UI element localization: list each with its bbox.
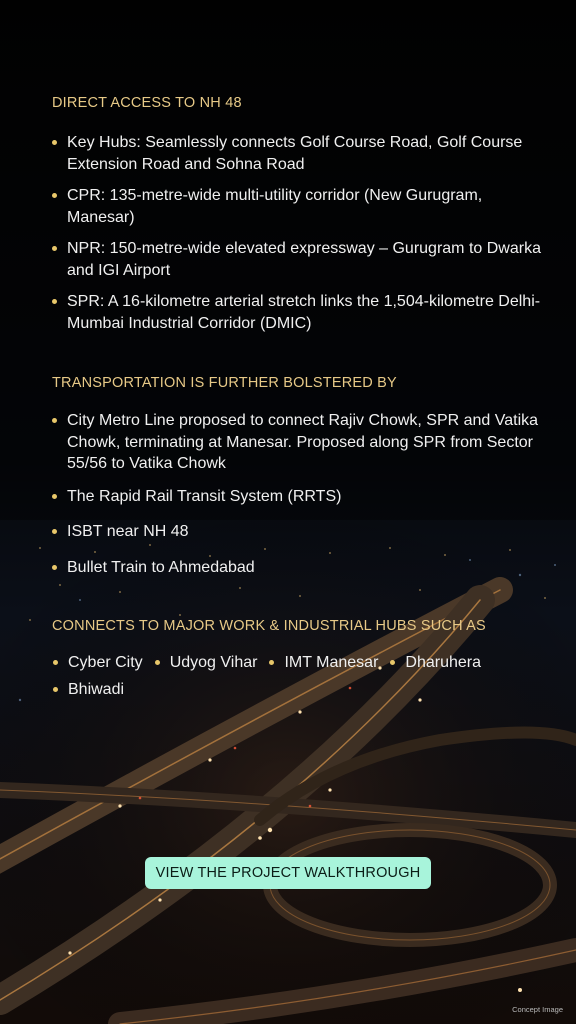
section-heading-nh48: DIRECT ACCESS TO NH 48 (52, 95, 242, 111)
hub-item-dharuhera: Dharuhera (389, 652, 481, 673)
list-item: The Rapid Rail Transit System (RRTS) (52, 486, 542, 508)
view-walkthrough-button[interactable]: VIEW THE PROJECT WALKTHROUGH (145, 857, 431, 889)
hub-item-cyber-city: Cyber City (52, 652, 143, 673)
list-item: Bullet Train to Ahmedabad (52, 557, 542, 579)
section-heading-transportation: TRANSPORTATION IS FURTHER BOLSTERED BY (52, 375, 397, 391)
nh48-access-list (52, 132, 542, 334)
hub-item-imt-manesar: IMT Manesar (268, 652, 378, 673)
list-item: NPR: 150-metre-wide elevated expressway – Gurugram to Dwarka and IGI Airport (52, 238, 542, 281)
concept-image-caption: Concept Image (512, 1005, 563, 1014)
list-item: Key Hubs: Seamlessly connects Golf Course Road, Golf Course Extension Road and Sohna Road (52, 132, 542, 175)
work-hubs-list (52, 652, 532, 700)
hub-item-bhiwadi: Bhiwadi (52, 679, 124, 700)
transportation-list (52, 410, 542, 578)
hub-item-udyog-vihar: Udyog Vihar (154, 652, 258, 673)
list-item: City Metro Line proposed to connect Rajiv Chowk, SPR and Vatika Chowk, terminating at Manesar. Proposed along SPR from Sector 55/56 to Vatika Chowk (52, 410, 542, 475)
section-heading-work-hubs: CONNECTS TO MAJOR WORK & INDUSTRIAL HUBS SUCH AS (52, 618, 486, 634)
list-item: CPR: 135-metre-wide multi-utility corridor (New Gurugram, Manesar) (52, 185, 542, 228)
list-item: ISBT near NH 48 (52, 521, 542, 543)
list-item: SPR: A 16-kilometre arterial stretch links the 1,504-kilometre Delhi-Mumbai Industrial Corridor (DMIC) (52, 291, 542, 334)
